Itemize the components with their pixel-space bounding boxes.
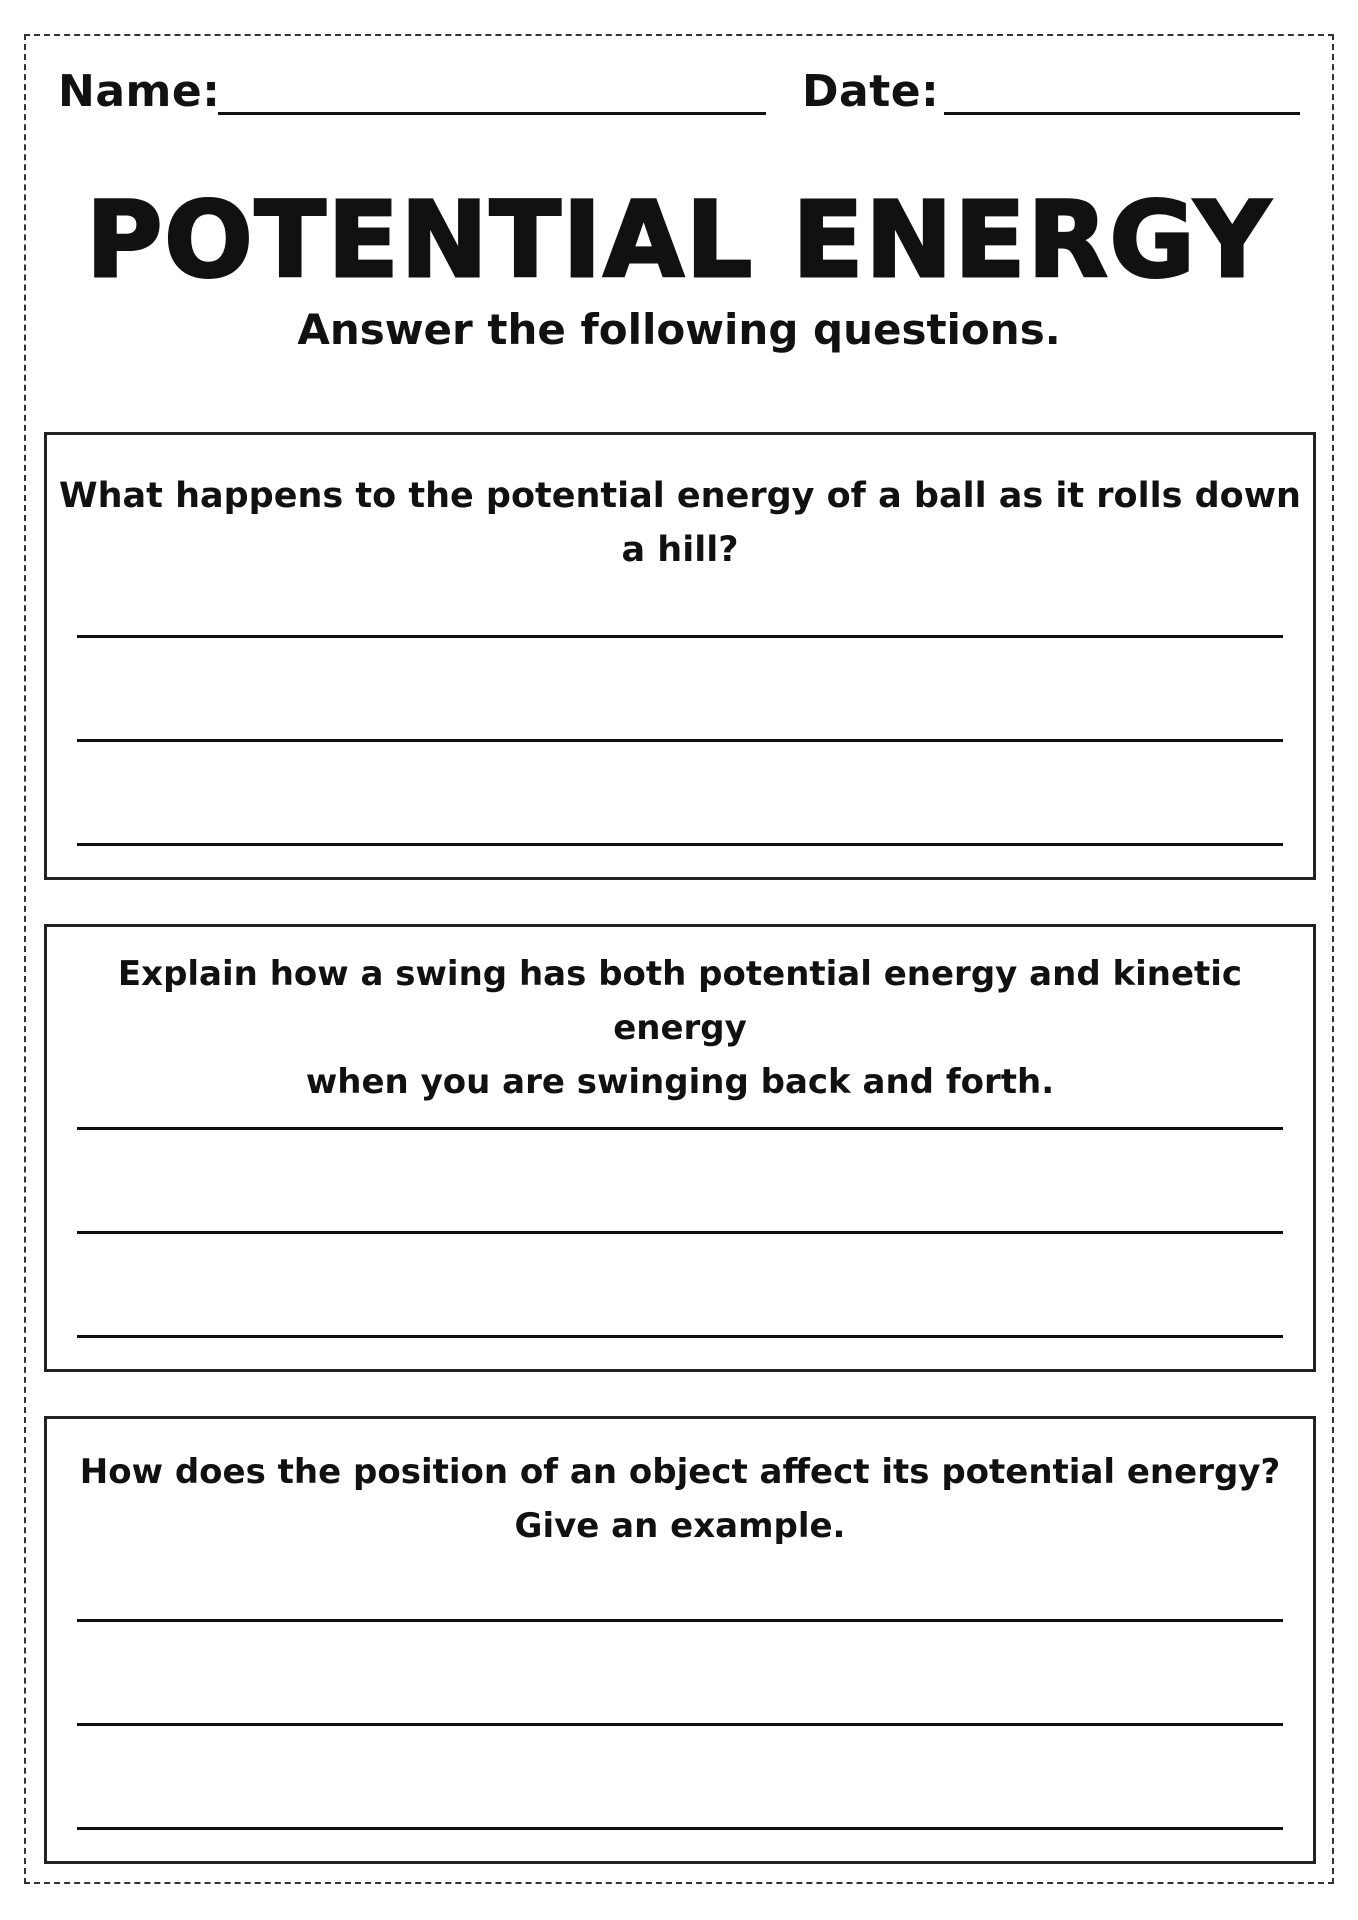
answer-line[interactable] xyxy=(77,1619,1283,1622)
date-label: Date: xyxy=(802,66,940,117)
name-label: Name: xyxy=(58,66,221,117)
answer-line[interactable] xyxy=(77,1335,1283,1338)
answer-line[interactable] xyxy=(77,1827,1283,1830)
header-row xyxy=(58,62,1308,122)
question-line: when you are swinging back and forth. xyxy=(305,1062,1055,1102)
answer-line[interactable] xyxy=(77,635,1283,638)
name-field[interactable] xyxy=(218,112,766,115)
question-text xyxy=(47,469,1313,577)
question-line: Give an example. xyxy=(514,1506,846,1546)
question-line: What happens to the potential energy of a ball as it rolls down a hill? xyxy=(59,476,1301,570)
question-box-2 xyxy=(44,924,1316,1372)
question-box-1 xyxy=(44,432,1316,880)
question-text xyxy=(47,1445,1313,1553)
page-subtitle: Answer the following questions. xyxy=(297,305,1061,354)
answer-line[interactable] xyxy=(77,1231,1283,1234)
date-field[interactable] xyxy=(944,112,1300,115)
answer-line[interactable] xyxy=(77,1723,1283,1726)
question-line: How does the position of an object affect its potential energy? xyxy=(79,1452,1281,1492)
answer-line[interactable] xyxy=(77,739,1283,742)
answer-line[interactable] xyxy=(77,1127,1283,1130)
question-line: Explain how a swing has both potential energy and kinetic energy xyxy=(117,954,1243,1048)
page-title: POTENTIAL ENERGY xyxy=(86,179,1272,301)
answer-line[interactable] xyxy=(77,843,1283,846)
question-text xyxy=(47,947,1313,1109)
question-box-3 xyxy=(44,1416,1316,1864)
